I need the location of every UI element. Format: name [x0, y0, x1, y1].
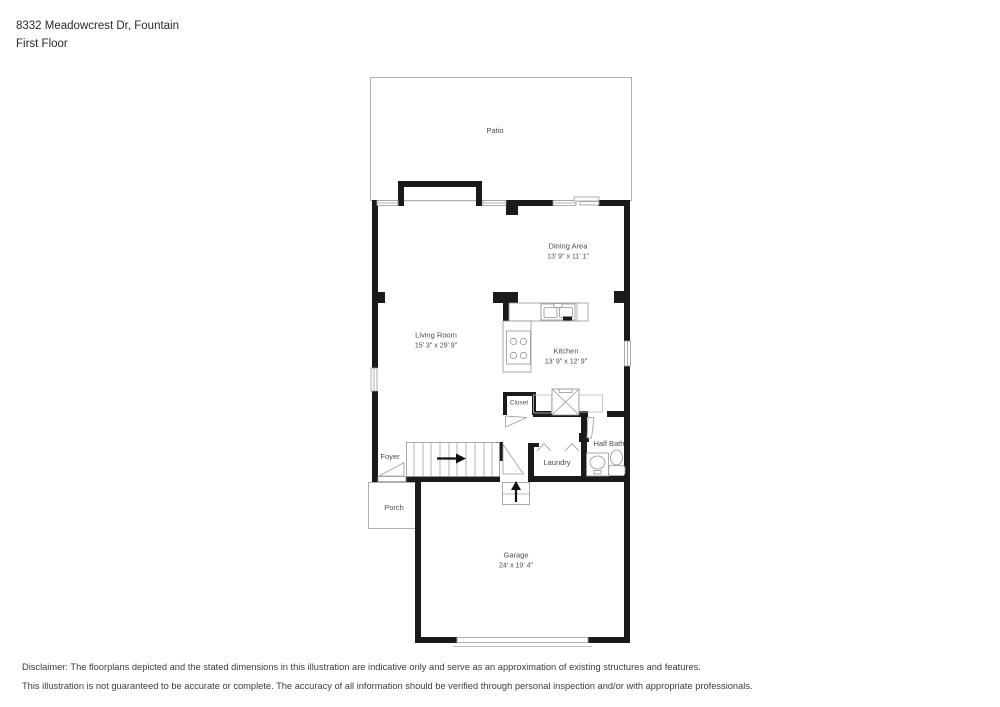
window-top-center [483, 201, 506, 206]
window-left-wall [371, 368, 377, 391]
sliding-door [574, 197, 599, 205]
room-label-dining-area: Dining Area 13' 9" x 11' 1" [547, 241, 589, 261]
half-bath-door-swing [587, 418, 594, 439]
room-label-foyer: Foyer [380, 451, 400, 461]
room-label-closet: Closet [509, 399, 529, 407]
room-label-half-bath: Half Bath [593, 438, 625, 448]
room-label-garage: Garage 24' x 19' 4" [499, 550, 533, 570]
laundry-bifold-doors [537, 444, 579, 452]
room-label-kitchen: Kitchen 13' 9" x 12' 9" [544, 346, 588, 366]
bathroom-sink [587, 453, 609, 476]
front-door-swing [379, 463, 404, 477]
room-label-patio: Patio [486, 125, 504, 135]
room-label-living-room: Living Room 15' 3" x 29' 9" [414, 330, 458, 350]
hall-door-swing [503, 445, 524, 475]
garage-door [453, 638, 592, 647]
toilet [609, 450, 626, 476]
disclaimer [22, 662, 753, 699]
disclaimer-line-2: This illustration is not guaranteed to be accurate or complete. The accuracy of all information should be verified through personal inspection and/or with appropriate professionals. [22, 680, 753, 691]
room-label-porch: Porch [384, 502, 404, 512]
address-title: 8332 Meadowcrest Dr, Fountain [16, 20, 180, 32]
dishwasher-mark [563, 317, 572, 321]
closet-door-swing [506, 416, 528, 427]
floor-title: First Floor [16, 38, 68, 50]
windows [371, 197, 631, 482]
disclaimer-line-1: Disclaimer: The floorplans depicted and the stated dimensions in this illustration are indicative only and serve as an approximation of existing structures and features. [22, 662, 701, 672]
room-label-laundry: Laundry [543, 457, 571, 467]
stove [507, 331, 531, 364]
window-right-wall [625, 341, 631, 366]
water-heater [552, 389, 579, 415]
window-top-right [553, 201, 576, 206]
staircase [407, 443, 500, 477]
entry-steps [503, 481, 530, 505]
window-top-left [377, 201, 398, 206]
front-door-opening [378, 477, 406, 482]
